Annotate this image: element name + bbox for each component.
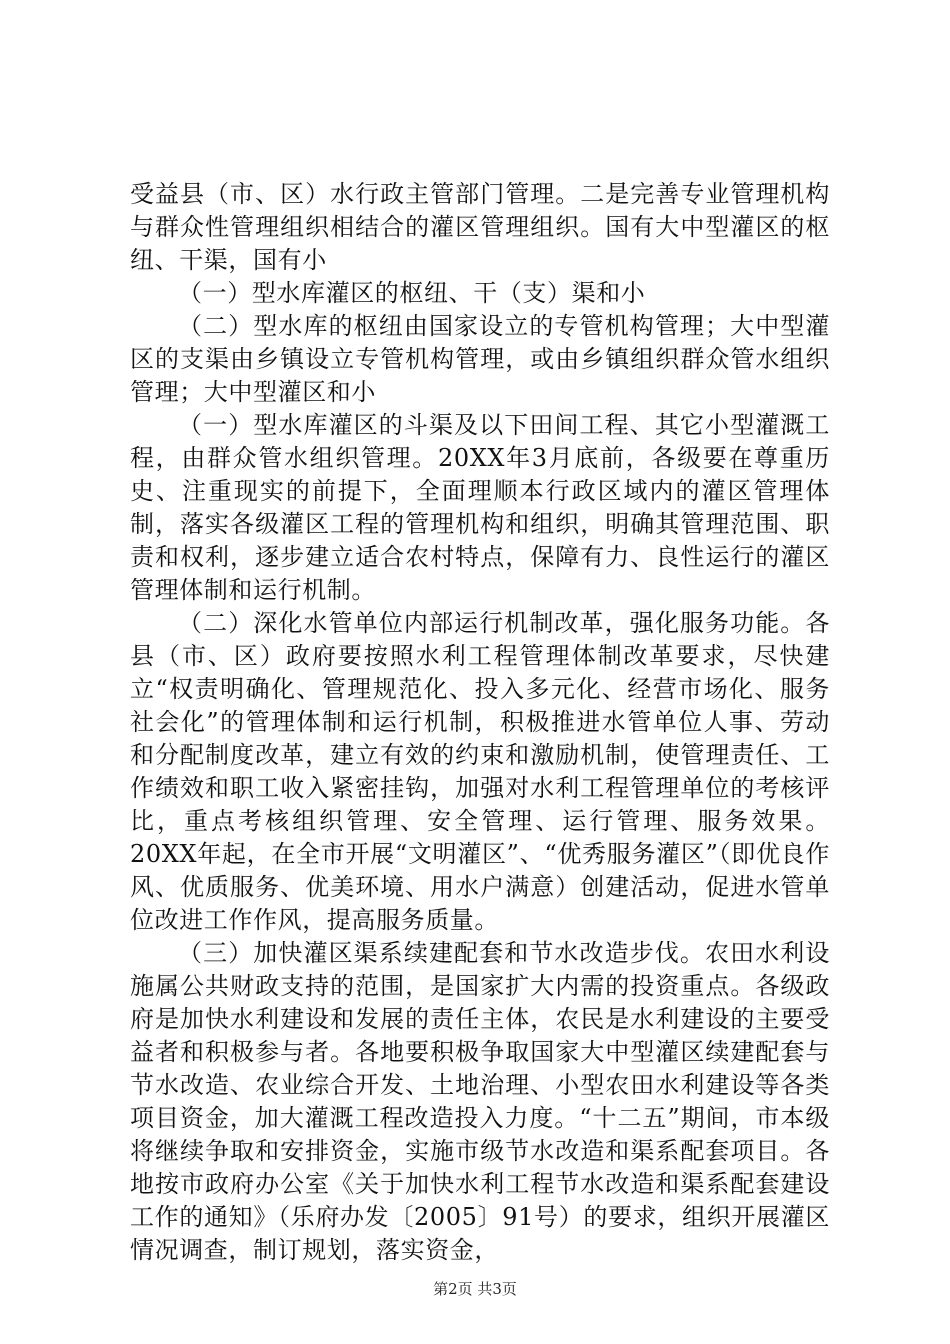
paragraph-5: （二）深化水管单位内部运行机制改革，强化服务功能。各县（市、区）政府要按照水利工程管理体制改革要求，尽快建立“权责明确化、管理规范化、投入多元化、经营市场化、服务社会化”的管理体制和运行机制，积极推进水管单位人事、劳动和分配制度改革，建立有效的约束和激励机制，使管理责任、工作绩效和职工收入紧密挂钩，加强对水利工程管理单位的考核评比，重点考核组织管理、安全管理、运行管理、服务效果。20XX年起，在全市开展“文明灌区”、“优秀服务灌区”（即优良作风、优质服务、优美环境、用水户满意）创建活动，促进水管单位改进工作作风，提高服务质量。 [130, 609, 830, 934]
paragraph-2: （一）型水库灌区的枢纽、干（支）渠和小 [178, 279, 646, 307]
paragraph-3: （二）型水库的枢纽由国家设立的专管机构管理；大中型灌区的支渠由乡镇设立专管机构管理，或由乡镇组织群众管水组织管理；大中型灌区和小 [130, 312, 830, 406]
paragraph-6: （三）加快灌区渠系续建配套和节水改造步伐。农田水利设施属公共财政支持的范围，是国家扩大内需的投资重点。各级政府是加快水利建设和发展的责任主体，农民是水利建设的主要受益者和积极参与者。各地要积极争取国家大中型灌区续建配套与节水改造、农业综合开发、土地治理、小型农田水利建设等各类项目资金，加大灌溉工程改造投入力度。“十二五”期间，市本级将继续争取和安排资金，实施市级节水改造和渠系配套项目。各地按市政府办公室《关于加快水利工程节水改造和渠系配套建设工作的通知》（乐府办发〔2005〕91号）的要求，组织开展灌区情况调查，制订规划，落实资金， [130, 939, 830, 1264]
paragraph-1: 受益县（市、区）水行政主管部门管理。二是完善专业管理机构与群众性管理组织相结合的灌区管理组织。国有大中型灌区的枢纽、干渠，国有小 [130, 180, 830, 274]
document-body [130, 178, 830, 1267]
page-number-footer: 第2页 共3页 [433, 1280, 517, 1298]
paragraph-4: （一）型水库灌区的斗渠及以下田间工程、其它小型灌溉工程，由群众管水组织管理。20XX年3月底前，各级要在尊重历史、注重现实的前提下，全面理顺本行政区域内的灌区管理体制，落实各级灌区工程的管理机构和组织，明确其管理范围、职责和权利，逐步建立适合农村特点，保障有力、良性运行的灌区管理体制和运行机制。 [130, 411, 830, 604]
